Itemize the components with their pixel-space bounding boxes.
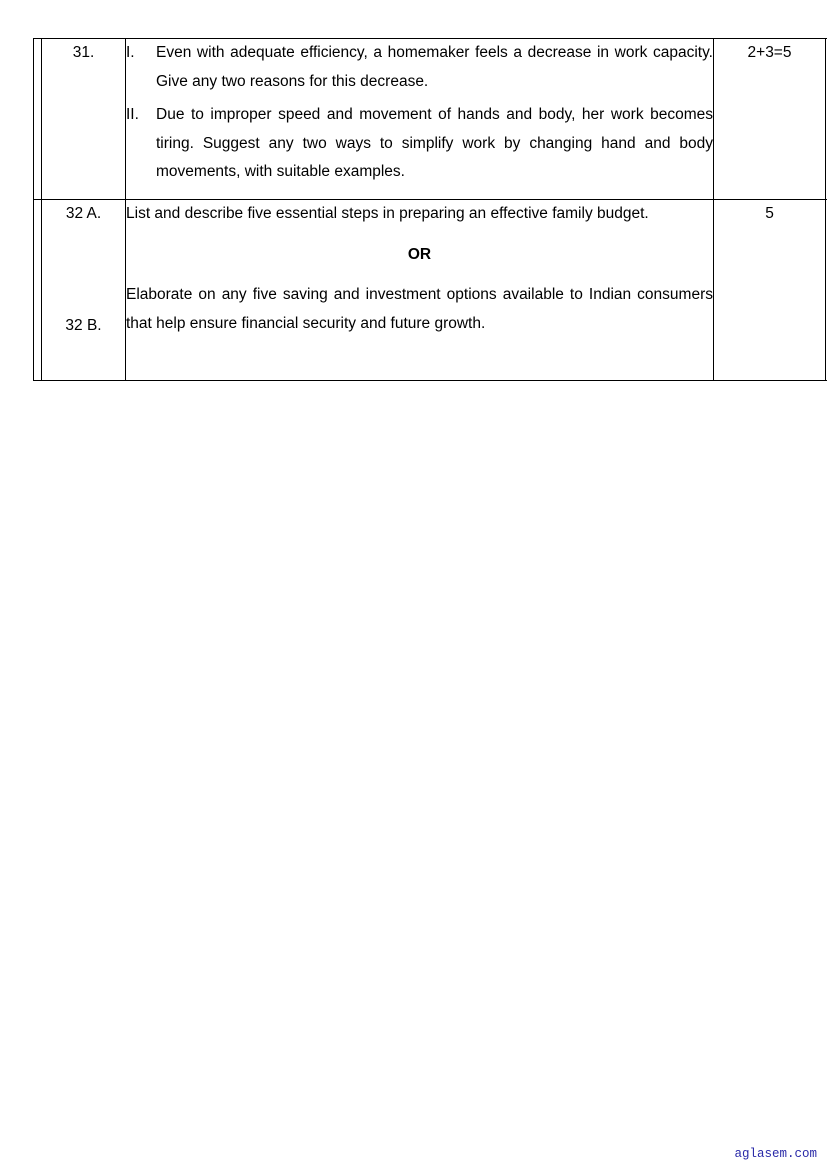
question-number-31: 31. bbox=[42, 39, 126, 200]
or-separator: OR bbox=[407, 245, 432, 263]
question-row-32 bbox=[34, 200, 827, 381]
part-text: Even with adequate efficiency, a homemaker feels a decrease in work capacity. Give any two reasons for this decrease. bbox=[156, 44, 713, 90]
question-text-31 bbox=[126, 39, 714, 200]
question-text-32 bbox=[126, 200, 714, 381]
question-row-31 bbox=[34, 39, 827, 200]
table-left-margin-cell bbox=[34, 200, 42, 381]
question-32a-text: List and describe five essential steps in preparing an effective family budget. bbox=[126, 205, 649, 222]
question-number-32b: 32 B. bbox=[65, 316, 102, 334]
part-text: Due to improper speed and movement of hands and body, her work becomes tiring. Suggest any two ways to simplify work by changing hand and body movements, with suitable examples. bbox=[156, 106, 713, 180]
question-31-part-1 bbox=[126, 39, 713, 96]
question-32b-text: Elaborate on any five saving and investment options available to Indian consumers that help ensure financial security and future growth. bbox=[126, 286, 713, 332]
part-marker: I. bbox=[126, 44, 135, 61]
marks-31: 2+3=5 bbox=[714, 39, 826, 200]
table-left-margin-cell bbox=[34, 39, 42, 200]
question-number-32a: 32 A. bbox=[65, 205, 102, 222]
marks-32: 5 bbox=[714, 200, 826, 381]
question-number-32 bbox=[42, 200, 126, 381]
questions-table bbox=[33, 38, 827, 381]
question-31-part-2 bbox=[126, 101, 713, 187]
question-sheet bbox=[33, 38, 825, 381]
watermark-footer: aglasem.com bbox=[734, 1147, 817, 1161]
part-marker: II. bbox=[126, 106, 139, 123]
